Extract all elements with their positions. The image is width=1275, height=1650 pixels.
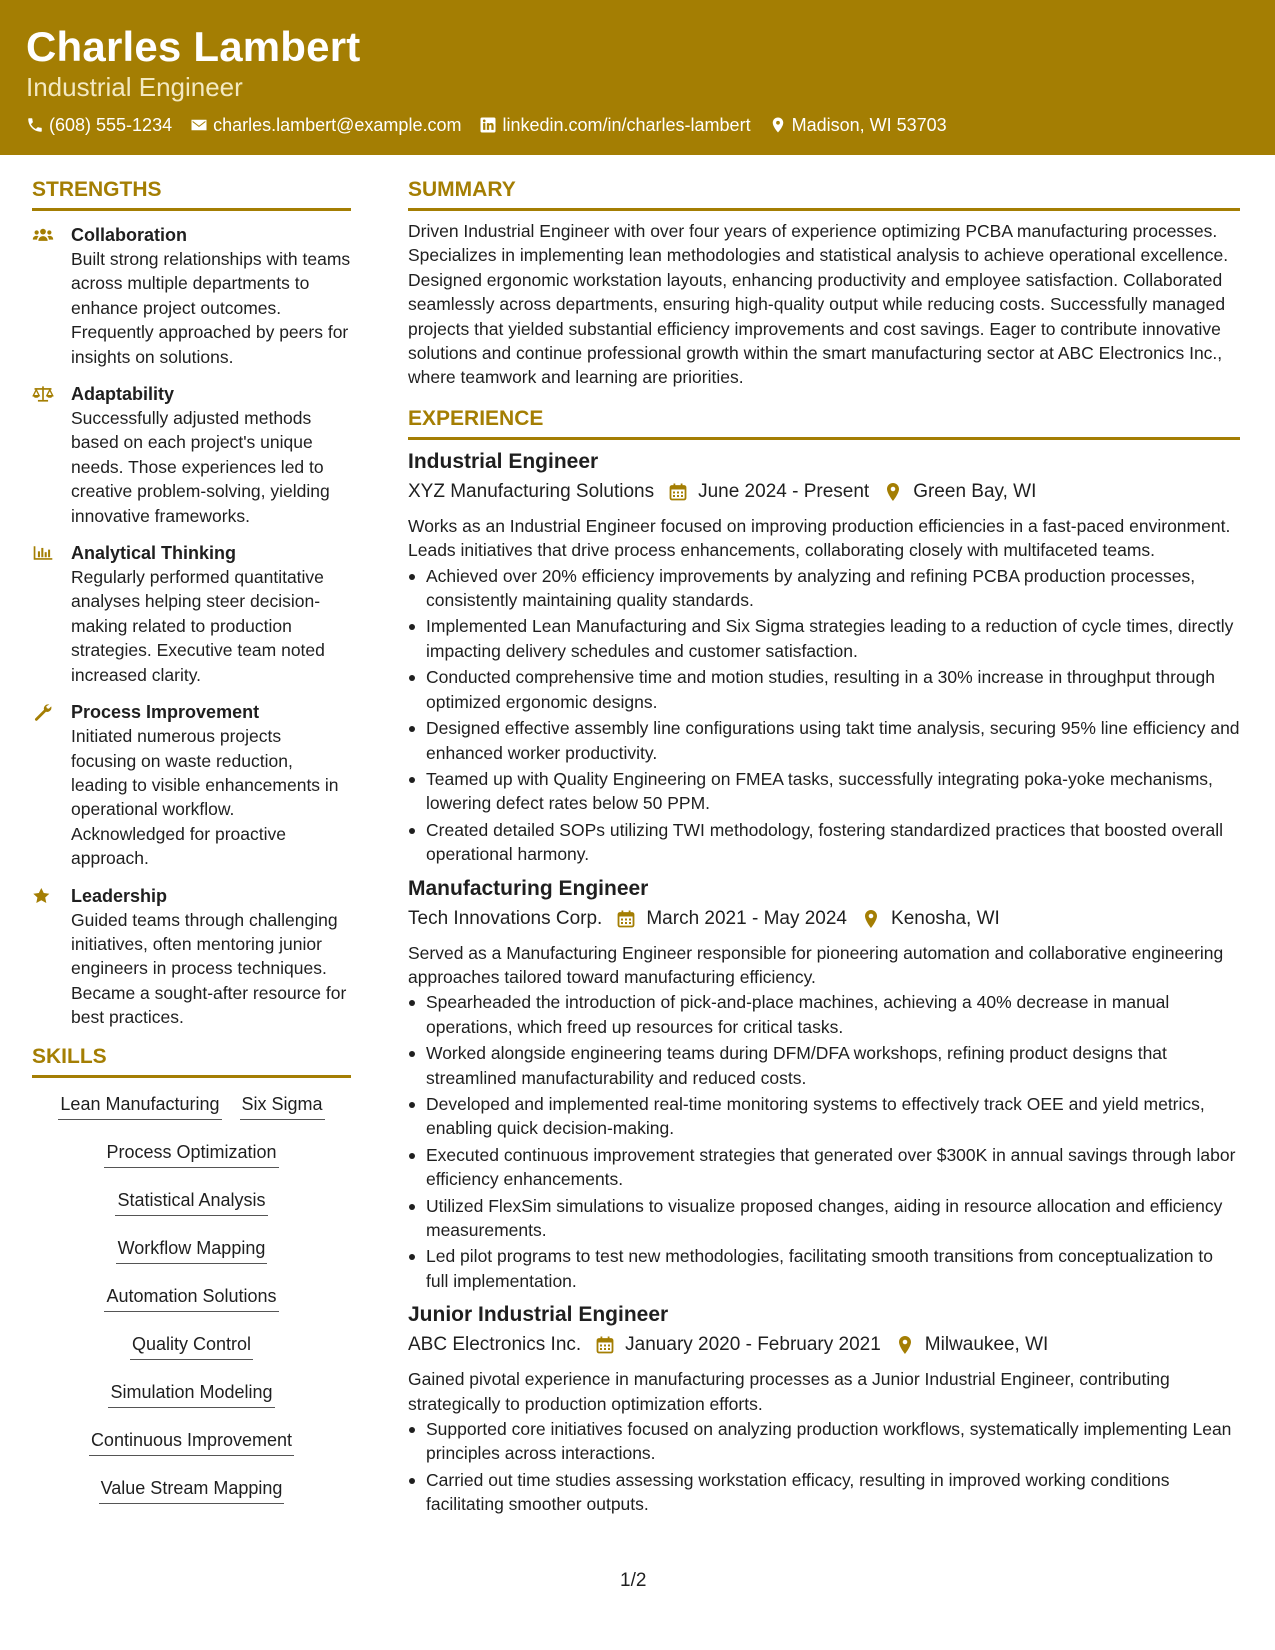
calendar-icon — [668, 482, 688, 502]
job-description: Works as an Industrial Engineer focused on improving production efficiencies in a fast-paced environment. Leads initiatives that drive process enhancements, collaborating closely with multifaceted teams. — [408, 515, 1231, 561]
bullet-item: Created detailed SOPs utilizing TWI methodology, fostering standardized practices that boosted overall operational harmony. — [408, 818, 1240, 867]
summary-heading: SUMMARY — [408, 176, 1240, 211]
company-name: Tech Innovations Corp. — [408, 907, 603, 929]
contact-phone[interactable] — [26, 113, 172, 137]
strength-title: Process Improvement — [71, 702, 260, 723]
linkedin-icon — [479, 116, 497, 134]
job-bullets — [408, 564, 1240, 867]
contact-bar — [26, 113, 1249, 137]
contact-email[interactable] — [190, 113, 461, 137]
scale-icon — [32, 382, 71, 528]
users-icon — [32, 223, 71, 369]
linkedin-text: linkedin.com/in/charles-lambert — [502, 115, 751, 135]
job-dates: March 2021 - May 2024 — [646, 907, 848, 929]
skills-heading: SKILLS — [32, 1043, 351, 1078]
phone-icon — [26, 116, 44, 134]
skill-tag: Value Stream Mapping — [99, 1476, 285, 1504]
job-location: Kenosha, WI — [891, 907, 1000, 929]
contact-linkedin[interactable] — [479, 113, 750, 137]
bullet-item: Led pilot programs to test new methodologies, facilitating smooth transitions from conceptualization to full implementation. — [408, 1244, 1240, 1293]
contact-location — [769, 113, 947, 137]
wrench-icon — [32, 700, 71, 870]
strengths-list — [32, 223, 351, 1030]
strength-text: Regularly performed quantitative analyses helping steer decision-making related to production strategies. Executive team noted increased clarity. — [71, 567, 325, 685]
skills-list — [32, 1092, 351, 1524]
company-name: ABC Electronics Inc. — [408, 1334, 582, 1356]
email-text: charles.lambert@example.com — [213, 115, 462, 135]
job-meta — [408, 1332, 1240, 1358]
calendar-icon — [595, 1335, 615, 1355]
bullet-item: Supported core initiatives focused on analyzing production workflows, systematically implementing Lean principles across interactions. — [408, 1417, 1240, 1466]
bullet-item: Conducted comprehensive time and motion studies, resulting in a 30% increase in throughput through optimized ergonomic designs. — [408, 665, 1240, 714]
job-description: Served as a Manufacturing Engineer responsible for pioneering automation and collaborative engineering approaches tailored toward manufacturing efficiency. — [408, 942, 1224, 987]
job-dates: January 2020 - February 2021 — [625, 1334, 881, 1356]
candidate-title: Industrial Engineer — [26, 72, 243, 102]
strength-text: Guided teams through challenging initiatives, often mentoring junior engineers in process techniques. Became a sought-after resource for best practices. — [71, 909, 347, 1028]
job-entry — [408, 448, 1240, 867]
skill-tag: Quality Control — [130, 1332, 253, 1360]
skill-tag: Simulation Modeling — [108, 1380, 274, 1408]
strength-text: Built strong relationships with teams across multiple departments to enhance project outcomes. Frequently approached by peers for insights on solutions. — [71, 249, 351, 367]
bullet-item: Developed and implemented real-time monitoring systems to effectively track OEE and yield metrics, enabling quick decision-making. — [408, 1092, 1240, 1141]
envelope-icon — [190, 116, 208, 134]
bullet-item: Worked alongside engineering teams during DFM/DFA workshops, refining product designs that streamlined manufacturability and reduced costs. — [408, 1041, 1240, 1090]
job-entry — [408, 1301, 1240, 1516]
job-meta — [408, 906, 1240, 932]
bullet-item: Utilized FlexSim simulations to visualize proposed changes, aiding in resource allocation and efficiency measurements. — [408, 1194, 1240, 1243]
bullet-item: Designed effective assembly line configurations using takt time analysis, securing 95% line efficiency and enhanced worker productivity. — [408, 716, 1240, 765]
resume-header — [0, 0, 1275, 155]
strengths-heading: STRENGTHS — [32, 176, 351, 211]
strength-item — [32, 223, 351, 369]
sidebar — [32, 176, 351, 1524]
bullet-item: Teamed up with Quality Engineering on FMEA tasks, successfully integrating poka-yoke mechanisms, lowering defect rates below 50 PPM. — [408, 767, 1240, 816]
strength-text: Initiated numerous projects focusing on waste reduction, leading to visible enhancements in operational workflow. Acknowledged for proactive approach. — [71, 726, 339, 869]
bullet-item: Executed continuous improvement strategies that generated over $300K in annual savings through labor efficiency enhancements. — [408, 1143, 1240, 1192]
skill-tag: Statistical Analysis — [115, 1188, 267, 1216]
map-pin-icon — [895, 1335, 915, 1355]
strength-title: Analytical Thinking — [71, 543, 237, 564]
strength-item — [32, 382, 351, 528]
job-bullets — [408, 990, 1240, 1293]
job-entry — [408, 875, 1240, 1294]
strength-item — [32, 700, 351, 870]
bullet-item: Implemented Lean Manufacturing and Six Sigma strategies leading to a reduction of cycle times, directly impacting delivery schedules and customer satisfaction. — [408, 614, 1240, 663]
skill-tag: Workflow Mapping — [116, 1236, 268, 1264]
job-description: Gained pivotal experience in manufacturing processes as a Junior Industrial Engineer, contributing strategically to production optimization efforts. — [408, 1369, 1170, 1414]
experience-heading: EXPERIENCE — [408, 405, 1240, 440]
map-pin-icon — [861, 909, 881, 929]
bullet-item: Carried out time studies assessing workstation efficacy, resulting in improved working conditions facilitating smoother outputs. — [408, 1468, 1240, 1517]
chart-icon — [32, 541, 71, 687]
phone-text: (608) 555-1234 — [49, 115, 173, 135]
page-number: 1/2 — [620, 1570, 647, 1591]
summary-text: Driven Industrial Engineer with over four years of experience optimizing PCBA manufacturing processes. Specializes in implementing lean methodologies and statistical analysis to achieve operational excellence. Designed ergonomic workstation layouts, enhancing productivity and employee satisfaction. Collaborated seamlessly across departments, ensuring high-quality output while reducing costs. Successfully managed projects that yielded substantial efficiency improvements and cost savings. Eager to contribute innovative solutions and continue professional growth within the smart manufacturing sector at ABC Electronics Inc., where teamwork and learning are priorities. — [408, 221, 1229, 388]
bullet-item: Spearheaded the introduction of pick-and-place machines, achieving a 40% decrease in manual operations, which freed up resources for critical tasks. — [408, 990, 1240, 1039]
strength-item — [32, 541, 351, 687]
strength-title: Leadership — [71, 885, 168, 906]
strength-text: Successfully adjusted methods based on each project's unique needs. Those experiences led to creative problem-solving, yielding innovative frameworks. — [71, 408, 330, 526]
map-pin-icon — [883, 482, 903, 502]
main-content — [408, 176, 1240, 1519]
calendar-icon — [616, 909, 636, 929]
location-text: Madison, WI 53703 — [791, 115, 947, 135]
strength-title: Adaptability — [71, 384, 175, 405]
candidate-name: Charles Lambert — [26, 23, 361, 70]
strength-title: Collaboration — [71, 225, 187, 245]
job-meta — [408, 479, 1240, 505]
job-bullets — [408, 1417, 1240, 1517]
job-dates: June 2024 - Present — [698, 480, 870, 502]
skill-tag: Automation Solutions — [104, 1284, 278, 1312]
skill-tag: Process Optimization — [104, 1140, 278, 1168]
skill-tag: Continuous Improvement — [89, 1428, 294, 1456]
job-title: Manufacturing Engineer — [408, 876, 649, 900]
skill-tag: Lean Manufacturing — [58, 1092, 221, 1120]
company-name: XYZ Manufacturing Solutions — [408, 480, 655, 502]
strength-item — [32, 884, 351, 1030]
skill-tag: Six Sigma — [240, 1092, 325, 1120]
bullet-item: Achieved over 20% efficiency improvements by analyzing and refining PCBA production processes, consistently maintaining quality standards. — [408, 564, 1240, 613]
job-title: Junior Industrial Engineer — [408, 1303, 669, 1327]
map-pin-icon — [769, 116, 787, 134]
job-location: Green Bay, WI — [913, 480, 1037, 502]
job-location: Milwaukee, WI — [924, 1334, 1049, 1356]
star-icon — [32, 884, 71, 1030]
job-title: Industrial Engineer — [408, 449, 599, 473]
